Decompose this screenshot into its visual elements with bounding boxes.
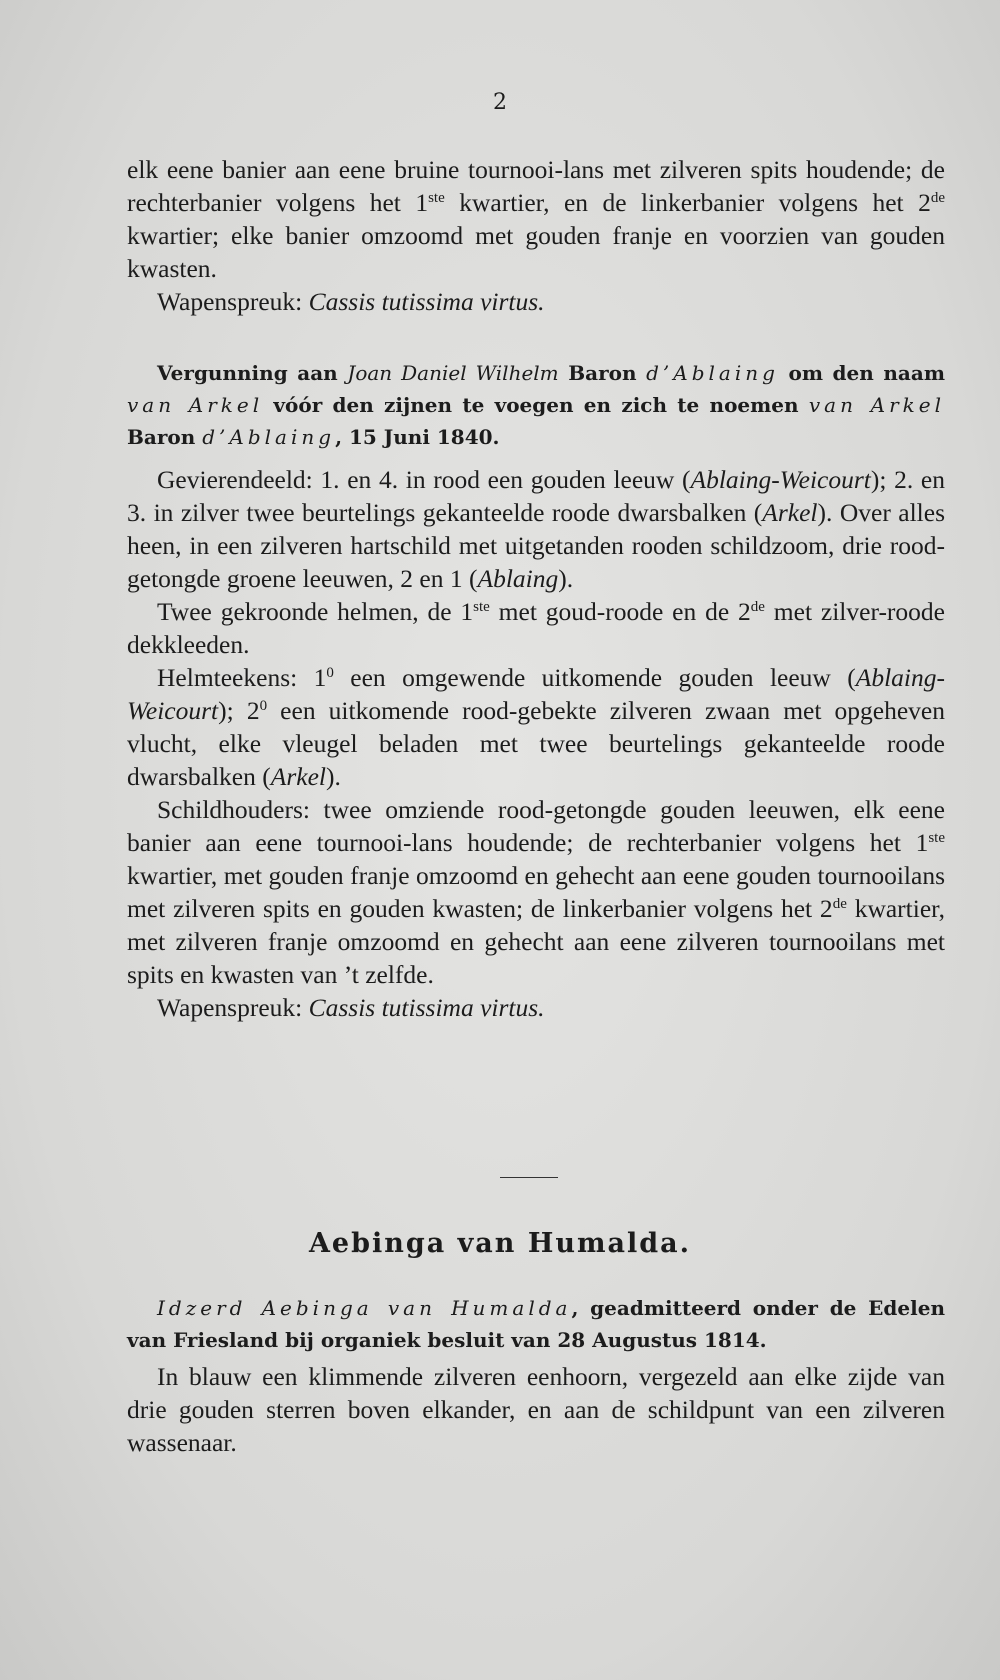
supporters-description: Schildhouders: twee omziende rood-getongde gouden leeuwen, elk eene banier aan eene tournooi-lans houdende; de rechterbanier volgens het 1ste kwartier, met gouden franje omzoomd en gehecht aan eene gouden tournooilans met zilveren spits en gouden kwasten; de linkerbanier volgens het 2de kwartier, met zilveren franje omzoomd en gehecht aan eene zilveren tournooilans met spits en kwasten van ’t zelfde. [127, 795, 945, 989]
arms-description: Gevierendeeld: 1. en 4. in rood een gouden leeuw (Ablaing-Weicourt); 2. en 3. in zilver twee beurtelings gekanteelde roode dwarsbalken (Arkel). Over alles heen, in een zilveren hartschild met uitgetanden rooden schildzoom, drie rood-getongde groene leeuwen, 2 en 1 (Ablaing). [127, 465, 945, 593]
banner-paragraph: elk eene banier aan eene bruine tournooi-lans met zilveren spits houdende; de rechterbanier volgens het 1ste kwartier, en de linkerbanier volgens het 2de kwartier; elke banier omzoomd met gouden franje en voorzien van gouden kwasten. Wapenspreuk: Cassis tutissima virtus. [127, 155, 945, 316]
helmets-description: Twee gekroonde helmen, de 1ste met goud-roode en de 2de met zilver-roode dekkleeden. [127, 597, 945, 659]
crests-description: Helmteekens: $1^0$ een omgewende uitkomende gouden leeuw (Ablaing-Weicourt); $2^0$ een uitkomende rood-gebekte zilveren zwaan met opgeheven vlucht, elke vleugel beladen met twee beurtelings gekanteelde roode dwarsbalken (Arkel). [127, 663, 946, 791]
admission-paragraph: Idzerd Aebinga van Humalda, geadmitteerd onder de Edelen van Friesland bij organiek besluit van 28 Augustus 1814. [127, 1296, 945, 1352]
blazon-section [127, 463, 945, 1024]
section-heading: Aebinga van Humalda. [308, 1228, 692, 1259]
motto-line: Wapenspreuk: Cassis tutissima virtus. [157, 287, 545, 316]
grant-paragraph: Vergunning aan Joan Daniel Wilhelm Baron d’Ablaing om den naam van Arkel vóór den zijnen te voegen en zich te noemen van Arkel Baron d’Ablaing, 15 Juni 1840. [127, 361, 946, 449]
motto-line-2: Wapenspreuk: Cassis tutissima virtus. [157, 993, 545, 1022]
section-divider [500, 1177, 558, 1178]
arms-paragraph-2: In blauw een klimmende zilveren eenhoorn, vergezeld aan elke zijde van drie gouden sterren boven elkander, en aan de schildpunt van een zilveren wassenaar. [127, 1362, 945, 1457]
page-number: 2 [493, 90, 507, 115]
